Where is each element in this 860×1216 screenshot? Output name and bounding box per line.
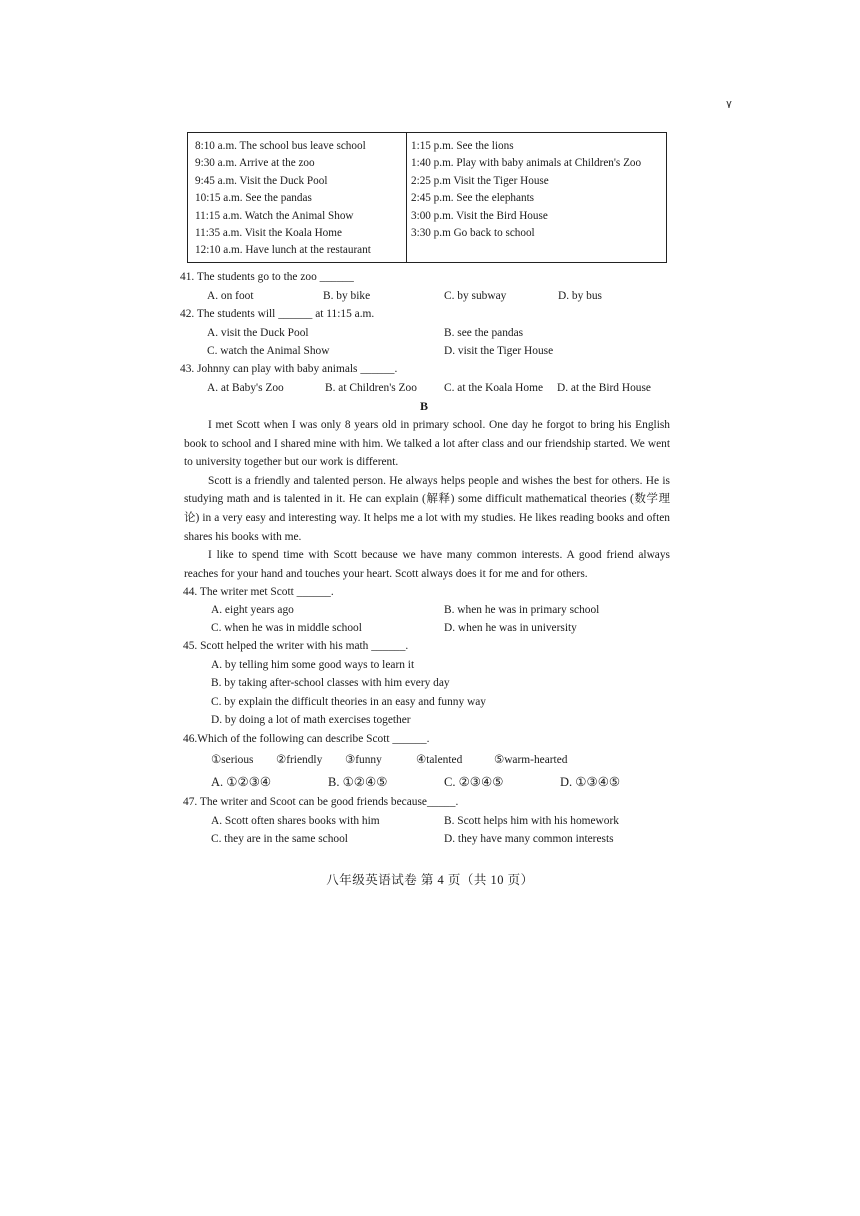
question-46-option-b: B. ①②④⑤ <box>328 775 388 789</box>
question-46-trait: ②friendly <box>276 754 323 766</box>
question-42-option-d: D. visit the Tiger House <box>444 345 554 357</box>
question-44-option-a: A. eight years ago <box>211 604 294 616</box>
question-43-stem: 43. Johnny can play with baby animals ______. <box>180 363 398 375</box>
schedule-morning-column <box>188 133 407 262</box>
schedule-item: 2:45 p.m. See the elephants <box>411 192 535 205</box>
question-41-option-b: B. by bike <box>323 290 371 302</box>
question-45-stem: 45. Scott helped the writer with his math ______. <box>183 640 409 652</box>
question-45-option-b: B. by taking after-school classes with him every day <box>211 677 450 689</box>
question-41-option-a: A. on foot <box>207 290 254 302</box>
reading-passage <box>184 416 670 583</box>
question-46-trait: ⑤warm-hearted <box>494 754 568 766</box>
schedule-item: 11:15 a.m. Watch the Animal Show <box>195 209 354 222</box>
schedule-item: 11:35 a.m. Visit the Koala Home <box>195 227 342 240</box>
passage-paragraph: I like to spend time with Scott because we have many common interests. A good friend always reaches for your hand and touches your heart. Scott always does it for me and for others. <box>184 549 670 580</box>
schedule-item: 1:40 p.m. Play with baby animals at Children's Zoo <box>411 157 642 170</box>
question-47-option-a: A. Scott often shares books with him <box>211 815 380 827</box>
schedule-item: 8:10 a.m. The school bus leave school <box>195 140 366 152</box>
schedule-item: 12:10 a.m. Have lunch at the restaurant <box>195 244 371 257</box>
question-43-option-c: C. at the Koala Home <box>444 382 544 394</box>
page-corner-mark: ٧ <box>726 99 732 111</box>
passage-paragraph: Scott is a friendly and talented person. He always helps people and wishes the best for others. He is studying math and is talented in it. He can explain (解释) some difficult mathematical theories (数学理论) in a very easy and interesting way. It helps me a lot with my studies. He likes reading books and often shares his books with me. <box>184 474 670 543</box>
question-42-stem: 42. The students will ______ at 11:15 a.m. <box>180 308 375 320</box>
section-b-title: B <box>420 399 429 413</box>
question-44-stem: 44. The writer met Scott ______. <box>183 586 334 598</box>
question-47-option-b: B. Scott helps him with his homework <box>444 815 619 827</box>
page-footer: 八年级英语试卷 第 4 页（共 10 页） <box>326 873 534 887</box>
question-42-option-b: B. see the pandas <box>444 327 524 339</box>
question-44-option-b: B. when he was in primary school <box>444 604 600 616</box>
question-43-option-b: B. at Children's Zoo <box>325 382 417 394</box>
question-47-option-d: D. they have many common interests <box>444 833 614 845</box>
question-42-option-c: C. watch the Animal Show <box>207 345 330 357</box>
schedule-item: 10:15 a.m. See the pandas <box>195 192 312 205</box>
question-46-trait: ①serious <box>211 754 254 766</box>
schedule-item: 3:30 p.m Go back to school <box>411 227 535 240</box>
question-45-option-a: A. by telling him some good ways to learn it <box>211 659 415 671</box>
question-46-trait: ④talented <box>416 754 463 766</box>
question-46-option-d: D. ①③④⑤ <box>560 775 621 789</box>
schedule-item: 9:30 a.m. Arrive at the zoo <box>195 157 315 170</box>
question-41-option-d: D. by bus <box>558 290 602 302</box>
question-46-option-a: A. ①②③④ <box>211 775 272 789</box>
zoo-schedule-table <box>187 132 667 263</box>
schedule-item: 9:45 a.m. Visit the Duck Pool <box>195 174 328 187</box>
question-45-option-d: D. by doing a lot of math exercises together <box>211 714 411 726</box>
question-44-option-d: D. when he was in university <box>444 622 577 634</box>
question-41-stem: 41. The students go to the zoo ______ <box>180 271 354 283</box>
question-43-option-a: A. at Baby's Zoo <box>207 382 284 394</box>
question-44-option-c: C. when he was in middle school <box>211 622 362 634</box>
question-47-option-c: C. they are in the same school <box>211 833 348 845</box>
schedule-item: 3:00 p.m. Visit the Bird House <box>411 209 548 222</box>
question-47-stem: 47. The writer and Scoot can be good friends because_____. <box>183 796 459 808</box>
schedule-item: 2:25 p.m Visit the Tiger House <box>411 174 549 187</box>
question-46-trait: ③funny <box>345 754 382 766</box>
passage-paragraph: I met Scott when I was only 8 years old in primary school. One day he forgot to bring his English book to school and I shared mine with him. We talked a lot after class and our friendship started. We went to university together but our work is different. <box>184 419 670 469</box>
question-41-option-c: C. by subway <box>444 290 507 302</box>
question-46-option-c: C. ②③④⑤ <box>444 775 504 789</box>
question-42-option-a: A. visit the Duck Pool <box>207 327 309 339</box>
question-46-stem: 46.Which of the following can describe Scott ______. <box>183 733 430 745</box>
schedule-item: 1:15 p.m. See the lions <box>411 140 514 152</box>
question-45-option-c: C. by explain the difficult theories in an easy and funny way <box>211 696 486 708</box>
question-43-option-d: D. at the Bird House <box>557 382 651 394</box>
schedule-afternoon-column <box>407 133 666 262</box>
